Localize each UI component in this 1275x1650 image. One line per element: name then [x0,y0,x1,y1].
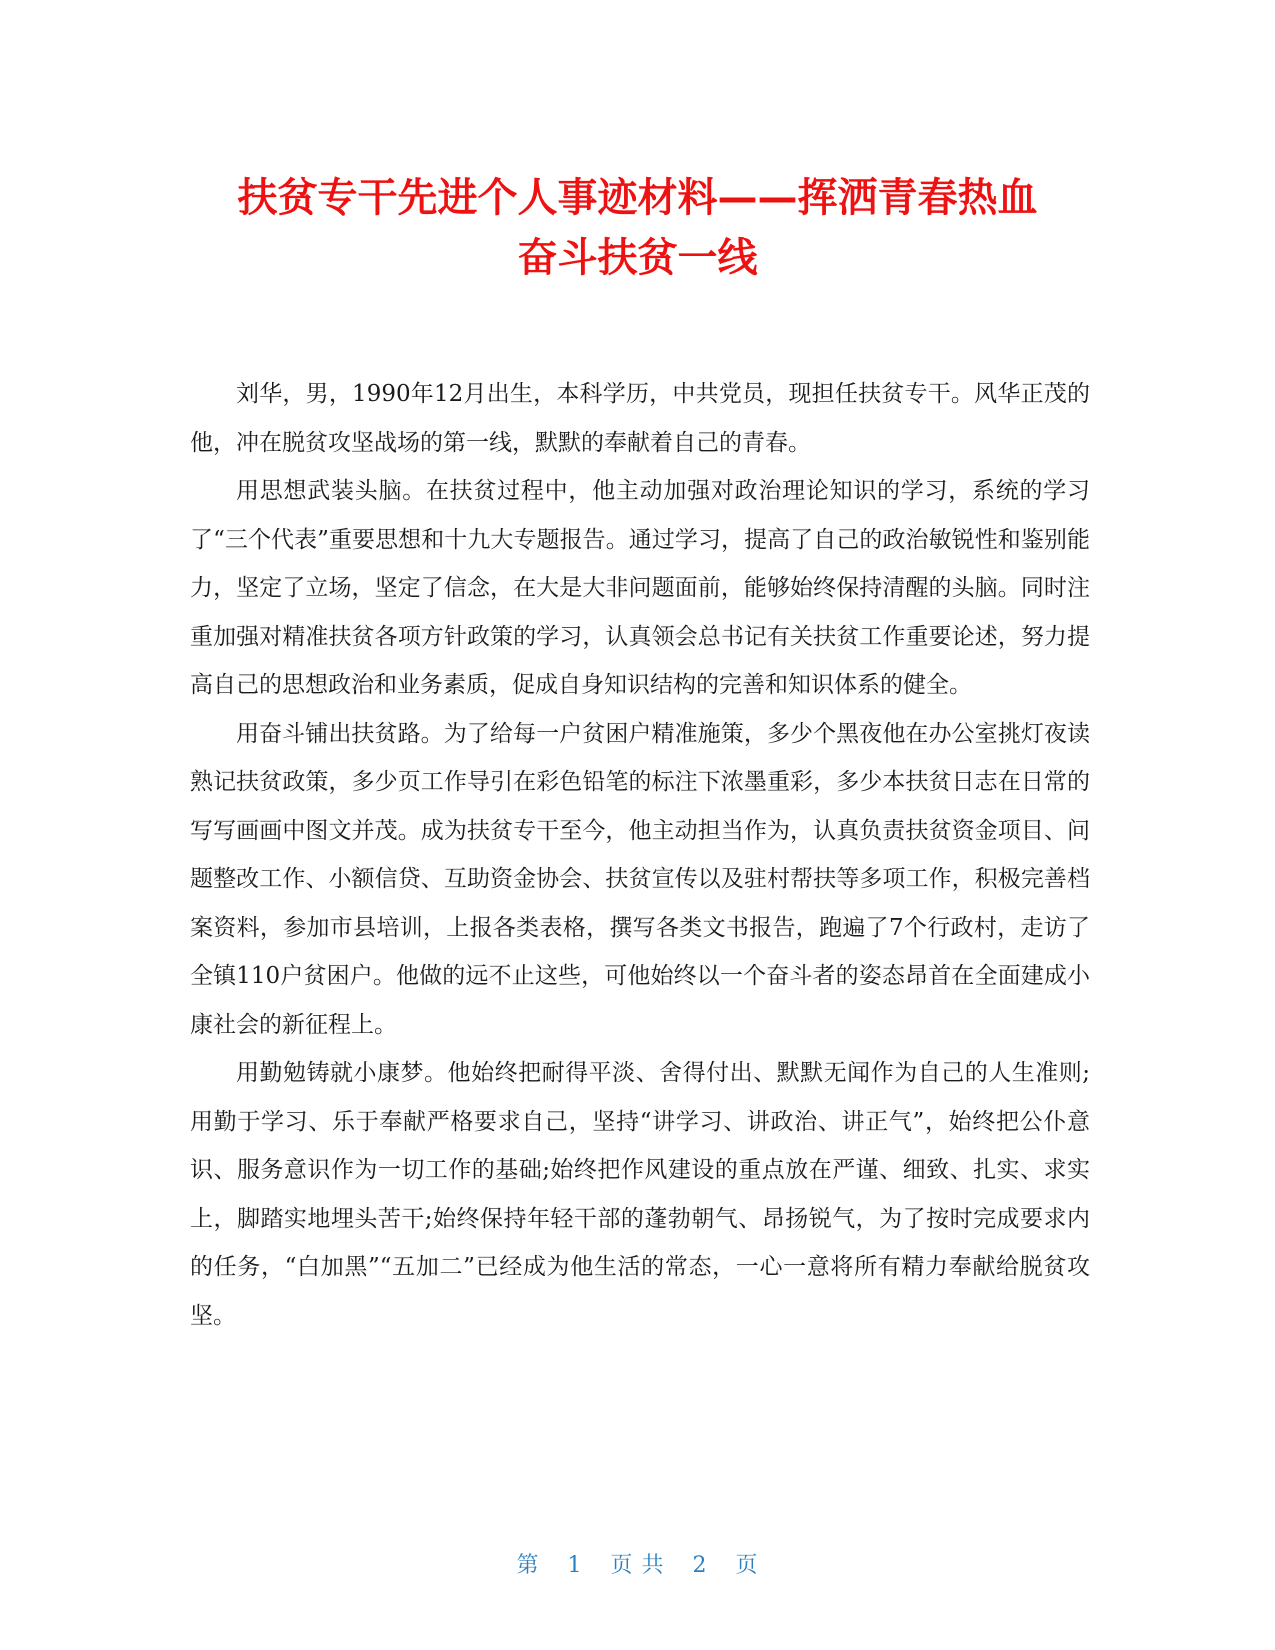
paragraph-diligence: 用勤勉铸就小康梦。他始终把耐得平淡、舍得付出、默默无闻作为自己的人生准则;用勤于学习、乐于奉献严格要求自己，坚持“讲学习、讲政治、讲正气”，始终把公仆意识、服务意识作为一切工作的基础;始终把作风建设的重点放在严谨、细致、扎实、求实上，脚踏实地埋头苦干;始终保持年轻干部的蓬勃朝气、昂扬锐气，为了按时完成要求内的任务，“白加黑”“五加二”已经成为他生活的常态，一心一意将所有精力奉献给脱贫攻坚。 [190,1060,1090,1329]
paragraph-thought: 用思想武装头脑。在扶贫过程中，他主动加强对政治理论知识的学习，系统的学习了“三个代表”重要思想和十九大专题报告。通过学习，提高了自己的政治敏锐性和鉴别能力，坚定了立场，坚定了信念，在大是大非问题面前，能够始终保持清醒的头脑。同时注重加强对精准扶贫各项方针政策的学习，认真领会总书记有关扶贫工作重要论述，努力提高自己的思想政治和业务素质，促成自身知识结构的完善和知识体系的健全。 [190,478,1090,698]
document-title [150,168,1125,288]
current-page-number: 1 [567,1553,583,1578]
page-number-footer [0,1548,1275,1579]
page-label-mid: 页 共 [610,1553,665,1578]
document-body [190,370,1090,1340]
total-pages-number: 2 [692,1553,708,1578]
paragraph-struggle: 用奋斗铺出扶贫路。为了给每一户贫困户精准施策，多少个黑夜他在办公室挑灯夜读熟记扶贫政策，多少页工作导引在彩色铅笔的标注下浓墨重彩，多少本扶贫日志在日常的写写画画中图文并茂。成为扶贫专干至今，他主动担当作为，认真负责扶贫资金项目、问题整改工作、小额信贷、互助资金协会、扶贫宣传以及驻村帮扶等多项工作，积极完善档案资料，参加市县培训，上报各类表格，撰写各类文书报告，跑遍了7个行政村，走访了全镇110户贫困户。他做的远不止这些，可他始终以一个奋斗者的姿态昂首在全面建成小康社会的新征程上。 [190,720,1090,1038]
title-line-2: 奋斗扶贫一线 [517,235,758,281]
title-line-1: 扶贫专干先进个人事迹材料——挥洒青春热血 [237,175,1038,221]
page-label-suffix: 页 [735,1553,759,1578]
paragraph-intro: 刘华，男，1990年12月出生，本科学历，中共党员，现担任扶贫专干。风华正茂的他，冲在脱贫攻坚战场的第一线，默默的奉献着自己的青春。 [190,381,1090,456]
page-label-prefix: 第 [516,1553,540,1578]
